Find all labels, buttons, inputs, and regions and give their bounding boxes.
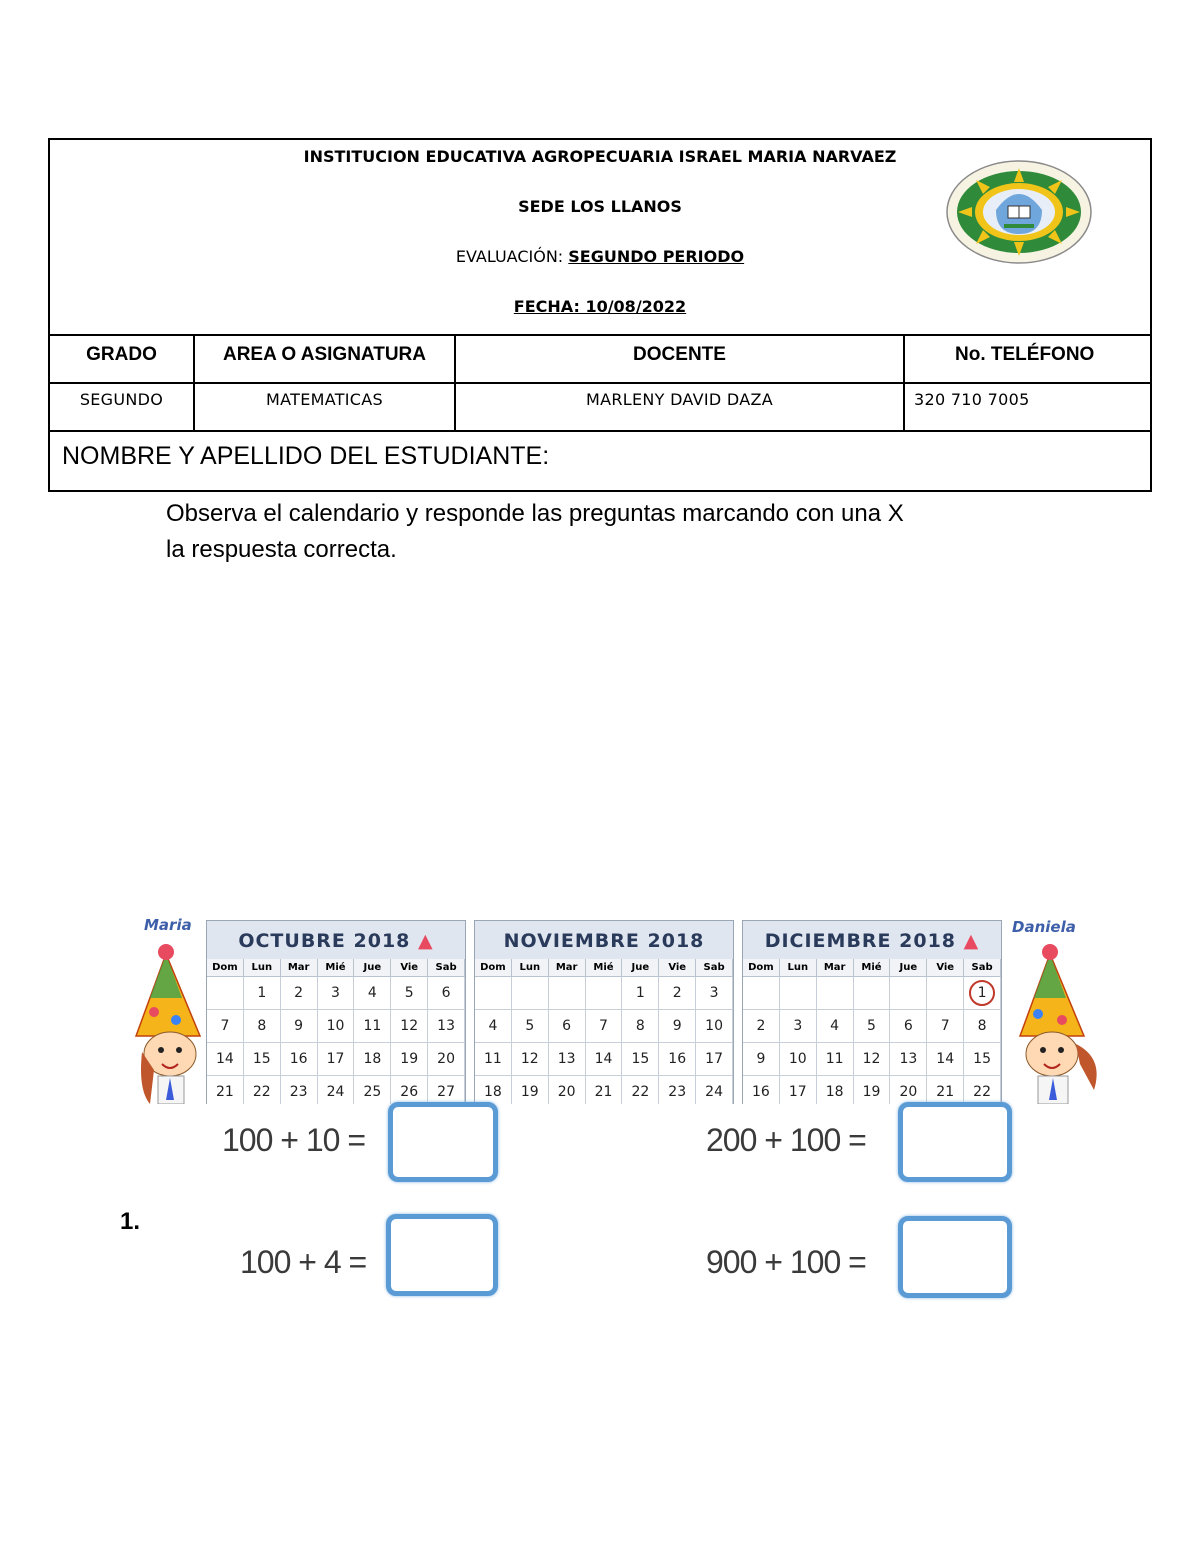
- calendar-day: 3: [318, 977, 355, 1010]
- calendar-day: 17: [696, 1043, 733, 1076]
- calendar-day: [512, 977, 549, 1010]
- calendar-title-december: DICIEMBRE 2018 ▲: [743, 921, 1001, 959]
- circled-day: 1: [969, 980, 995, 1006]
- calendar-day: 14: [207, 1043, 244, 1076]
- calendar-day: 17: [318, 1043, 355, 1076]
- calendar-day: 3: [780, 1010, 817, 1043]
- calendar-day: 16: [743, 1076, 780, 1104]
- day-header: Dom: [207, 959, 244, 977]
- answer-box-3[interactable]: [386, 1214, 498, 1296]
- calendar-day: 5: [391, 977, 428, 1010]
- values-row: [50, 384, 1150, 432]
- calendar-day: 22: [244, 1076, 281, 1104]
- calendar-day: 9: [743, 1043, 780, 1076]
- calendar-day: 21: [586, 1076, 623, 1104]
- calendar-day: 11: [354, 1010, 391, 1043]
- header-table: [48, 138, 1152, 492]
- value-telefono: 320 710 7005: [914, 390, 1030, 409]
- calendar-day: [964, 977, 1001, 1010]
- calendar-day: 24: [696, 1076, 733, 1104]
- calendar-day: 22: [622, 1076, 659, 1104]
- calendar-day: 13: [549, 1043, 586, 1076]
- student-name-row[interactable]: [50, 432, 1150, 492]
- calendar-day: 12: [512, 1043, 549, 1076]
- calendar-day: 4: [475, 1010, 512, 1043]
- date-value: FECHA: 10/08/2022: [513, 297, 687, 316]
- calendar-day: 15: [244, 1043, 281, 1076]
- header-top: [50, 140, 1150, 336]
- value-area: MATEMATICAS: [195, 384, 456, 430]
- calendar-day: 10: [780, 1043, 817, 1076]
- calendar-day: 20: [428, 1043, 465, 1076]
- calendar-day: 20: [890, 1076, 927, 1104]
- cake-icon: ▲: [418, 930, 434, 952]
- calendar-day: 13: [890, 1043, 927, 1076]
- calendar-day: 12: [854, 1043, 891, 1076]
- calendar-day: 10: [318, 1010, 355, 1043]
- day-header: Lun: [512, 959, 549, 977]
- calendar-day: [549, 977, 586, 1010]
- calendar-day: 5: [854, 1010, 891, 1043]
- day-header: Mié: [318, 959, 355, 977]
- day-header: Vie: [659, 959, 696, 977]
- day-header: Jue: [622, 959, 659, 977]
- calendar-day: 8: [244, 1010, 281, 1043]
- calendar-day: 14: [586, 1043, 623, 1076]
- day-header: Jue: [890, 959, 927, 977]
- equation-1: 100 + 10 =: [222, 1122, 366, 1158]
- calendar-october: [206, 920, 466, 1104]
- day-header: Mié: [586, 959, 623, 977]
- calendar-day: 11: [817, 1043, 854, 1076]
- calendar-day: 1: [622, 977, 659, 1010]
- calendar-day: 11: [475, 1043, 512, 1076]
- calendar-day: [927, 977, 964, 1010]
- calendar-day: 7: [586, 1010, 623, 1043]
- instructions: [166, 496, 1046, 568]
- evaluation-value: SEGUNDO PERIODO: [568, 247, 745, 266]
- calendar-day: 3: [696, 977, 733, 1010]
- day-header: Vie: [391, 959, 428, 977]
- day-header: Mar: [549, 959, 586, 977]
- value-docente: MARLENY DAVID DAZA: [456, 384, 905, 430]
- day-header: Lun: [780, 959, 817, 977]
- sede-name: SEDE LOS LLANOS: [518, 197, 682, 216]
- calendar-day: 26: [391, 1076, 428, 1104]
- answer-box-4[interactable]: [898, 1216, 1012, 1298]
- day-header: Mar: [281, 959, 318, 977]
- calendar-day: 19: [391, 1043, 428, 1076]
- day-header: Mar: [817, 959, 854, 977]
- col-header-docente: DOCENTE: [456, 336, 905, 382]
- calendar-day: [817, 977, 854, 1010]
- day-header: Jue: [354, 959, 391, 977]
- cake-icon: ▲: [963, 930, 980, 952]
- answer-box-2[interactable]: [898, 1102, 1012, 1182]
- right-child-name: Daniela: [1012, 918, 1076, 936]
- school-logo: [946, 160, 1092, 264]
- calendar-day: [780, 977, 817, 1010]
- calendar-day: 16: [659, 1043, 696, 1076]
- col-header-grado: GRADO: [50, 336, 195, 382]
- left-child-name: Maria: [144, 916, 192, 934]
- equation-3: 100 + 4 =: [240, 1244, 367, 1280]
- calendar-day: [890, 977, 927, 1010]
- col-header-telefono: No. TELÉFONO: [955, 344, 1095, 365]
- calendar-day: 8: [964, 1010, 1001, 1043]
- calendar-grid-october: [207, 959, 465, 1104]
- day-header: Mié: [854, 959, 891, 977]
- col-header-area: AREA O ASIGNATURA: [195, 336, 456, 382]
- day-header: Sab: [964, 959, 1001, 977]
- calendar-day: 9: [659, 1010, 696, 1043]
- calendar-day: 23: [659, 1076, 696, 1104]
- calendar-day: 8: [622, 1010, 659, 1043]
- instructions-line-2: la respuesta correcta.: [166, 536, 397, 563]
- calendar-day: 12: [391, 1010, 428, 1043]
- calendar-day: 19: [854, 1076, 891, 1104]
- calendar-day: 5: [512, 1010, 549, 1043]
- calendar-day: [854, 977, 891, 1010]
- calendar-day: 6: [890, 1010, 927, 1043]
- calendar-day: 20: [549, 1076, 586, 1104]
- girl-party-hat-illustration-right: [1000, 940, 1104, 1104]
- calendar-day: 24: [318, 1076, 355, 1104]
- evaluation-label: EVALUACIÓN:: [455, 247, 569, 266]
- calendar-day: 7: [207, 1010, 244, 1043]
- day-header: Sab: [428, 959, 465, 977]
- calendar-december: [742, 920, 1002, 1104]
- calendar-day: 7: [927, 1010, 964, 1043]
- equation-2: 200 + 100 =: [706, 1122, 866, 1158]
- calendar-day: 2: [659, 977, 696, 1010]
- value-grado: SEGUNDO: [50, 384, 195, 430]
- calendar-day: 23: [281, 1076, 318, 1104]
- calendar-day: 19: [512, 1076, 549, 1104]
- calendar-day: 15: [964, 1043, 1001, 1076]
- calendar-day: 2: [281, 977, 318, 1010]
- calendar-day: 13: [428, 1010, 465, 1043]
- calendar-day: 25: [354, 1076, 391, 1104]
- calendar-day: 4: [817, 1010, 854, 1043]
- calendar-day: [743, 977, 780, 1010]
- calendar-day: 21: [207, 1076, 244, 1104]
- calendar-day: 9: [281, 1010, 318, 1043]
- answer-box-1[interactable]: [388, 1102, 498, 1182]
- calendar-title-october: OCTUBRE 2018 ▲: [207, 921, 465, 959]
- calendar-day: 18: [354, 1043, 391, 1076]
- student-name-label: NOMBRE Y APELLIDO DEL ESTUDIANTE:: [62, 442, 550, 470]
- calendar-day: [207, 977, 244, 1010]
- calendar-day: 10: [696, 1010, 733, 1043]
- calendar-day: [586, 977, 623, 1010]
- calendar-day: 16: [281, 1043, 318, 1076]
- day-header: Dom: [743, 959, 780, 977]
- calendar-day: 6: [549, 1010, 586, 1043]
- calendar-grid-december: [743, 959, 1001, 1104]
- instructions-line-1: Observa el calendario y responde las preguntas marcando con una X: [166, 500, 904, 527]
- calendar-day: 4: [354, 977, 391, 1010]
- day-header: Vie: [927, 959, 964, 977]
- calendar-day: 17: [780, 1076, 817, 1104]
- calendar-day: 18: [475, 1076, 512, 1104]
- calendar-title-november: NOVIEMBRE 2018: [475, 921, 733, 959]
- date-line: [50, 297, 1150, 316]
- calendar-day: 21: [927, 1076, 964, 1104]
- calendar-day: 2: [743, 1010, 780, 1043]
- calendar-grid-november: [475, 959, 733, 1104]
- girl-party-hat-illustration: [130, 940, 210, 1104]
- calendar-day: 27: [428, 1076, 465, 1104]
- institution-name: INSTITUCION EDUCATIVA AGROPECUARIA ISRAEL MARIA NARVAEZ: [303, 147, 897, 166]
- calendar-day: 6: [428, 977, 465, 1010]
- column-headers-row: [50, 336, 1150, 384]
- question-number: 1.: [120, 1208, 141, 1235]
- calendar-figure: [130, 914, 1110, 1104]
- calendar-day: 18: [817, 1076, 854, 1104]
- calendar-day: 22: [964, 1076, 1001, 1104]
- calendar-day: [475, 977, 512, 1010]
- day-header: Lun: [244, 959, 281, 977]
- calendar-day: 15: [622, 1043, 659, 1076]
- day-header: Sab: [696, 959, 733, 977]
- calendar-november: [474, 920, 734, 1104]
- calendar-day: 14: [927, 1043, 964, 1076]
- day-header: Dom: [475, 959, 512, 977]
- calendar-day: 1: [244, 977, 281, 1010]
- equation-4: 900 + 100 =: [706, 1244, 866, 1280]
